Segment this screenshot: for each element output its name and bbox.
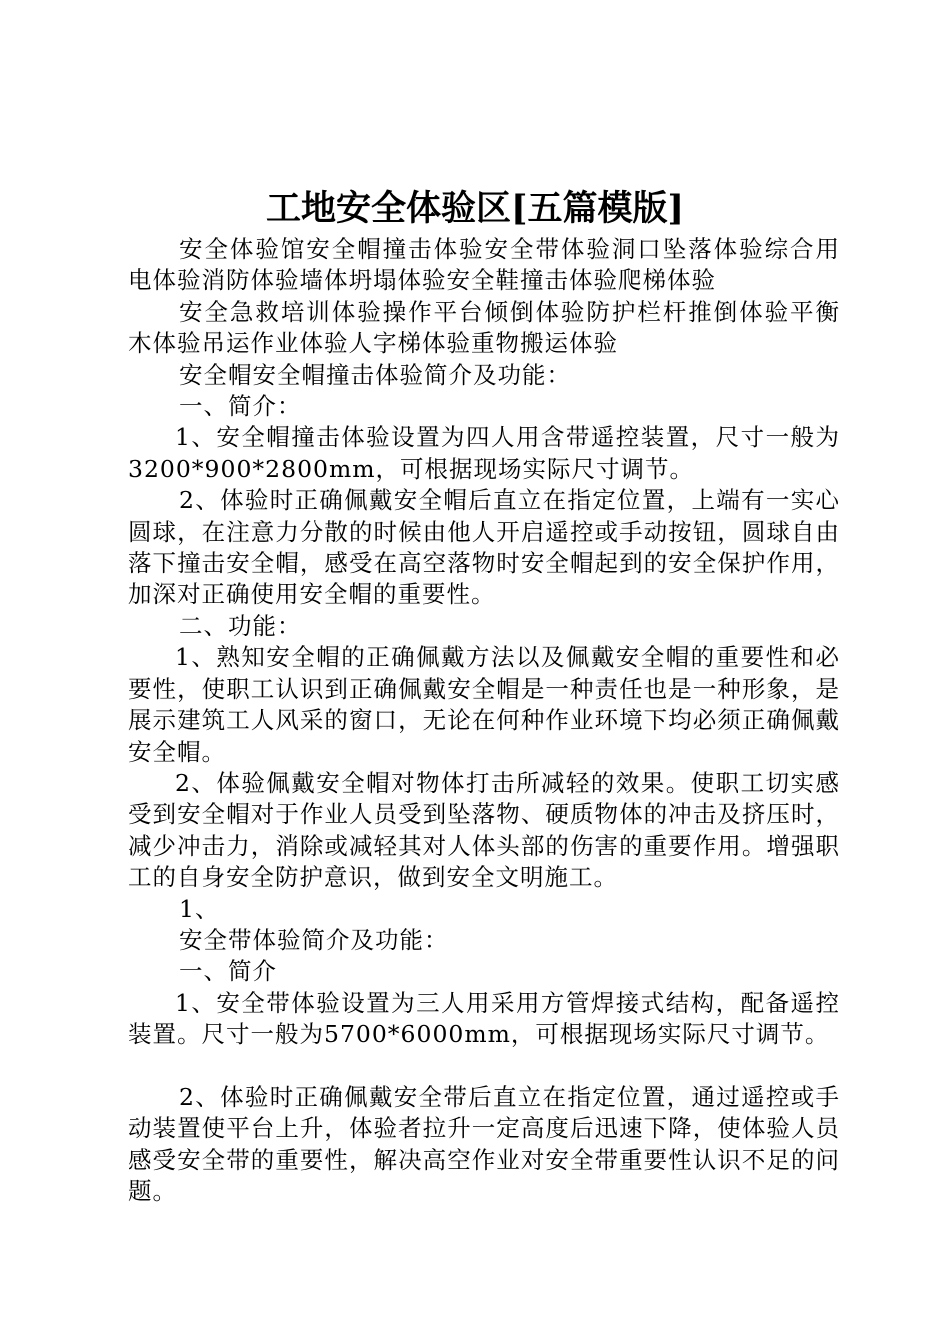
document-body — [128, 234, 840, 1208]
document-title: 工地安全体验区[五篇模版] — [265, 188, 685, 229]
paragraph: 二、功能： — [179, 611, 302, 640]
paragraph: 2、体验时正确佩戴安全带后直立在指定位置，通过遥控或手动装置使平台上升，体验者拉升一定高度后迅速下降，使体验人员感受安全带的重要性，解决高空作业对安全带重要性认识不足的问题。 — [128, 1082, 840, 1206]
paragraph: 1、安全带体验设置为三人用采用方管焊接式结构，配备遥控装置。尺寸一般为5700*6000mm，可根据现场实际尺寸调节。 — [128, 988, 840, 1049]
paragraph: 安全带体验简介及功能： — [179, 925, 449, 954]
paragraph: 安全帽安全帽撞击体验简介及功能： — [179, 360, 571, 389]
paragraph: 安全体验馆安全帽撞击体验安全带体验洞口坠落体验综合用电体验消防体验墙体坍塌体验安全鞋撞击体验爬梯体验 — [128, 235, 840, 295]
paragraph: 一、简介： — [179, 392, 302, 421]
paragraph: 1、熟知安全帽的正确佩戴方法以及佩戴安全帽的重要性和必要性，使职工认识到正确佩戴安全帽是一种责任也是一种形象，是展示建筑工人风采的窗口，无论在何种作业环境下均必须正确佩戴安全帽。 — [128, 643, 840, 766]
paragraph: 1、 — [179, 894, 220, 923]
paragraph: 安全急救培训体验操作平台倾倒体验防护栏杆推倒体验平衡木体验吊运作业体验人字梯体验重物搬运体验 — [128, 297, 840, 358]
paragraph: 一、简介 — [179, 957, 277, 986]
paragraph: 2、体验时正确佩戴安全帽后直立在指定位置，上端有一实心圆球，在注意力分散的时候由他人开启遥控或手动按钮，圆球自由落下撞击安全帽，感受在高空落物时安全帽起到的安全保护作用，加深对正确使用安全帽的重要性。 — [128, 486, 840, 609]
paragraph-spacer — [128, 1051, 840, 1082]
paragraph: 1、安全帽撞击体验设置为四人用含带遥控装置，尺寸一般为3200*900*2800mm，可根据现场实际尺寸调节。 — [128, 423, 840, 483]
paragraph: 2、体验佩戴安全帽对物体打击所减轻的效果。使职工切实感受到安全帽对于作业人员受到坠落物、硬质物体的冲击及挤压时，减少冲击力，消除或减轻其对人体头部的伤害的重要作用。增强职工的自身安全防护意识，做到安全文明施工。 — [128, 768, 840, 892]
